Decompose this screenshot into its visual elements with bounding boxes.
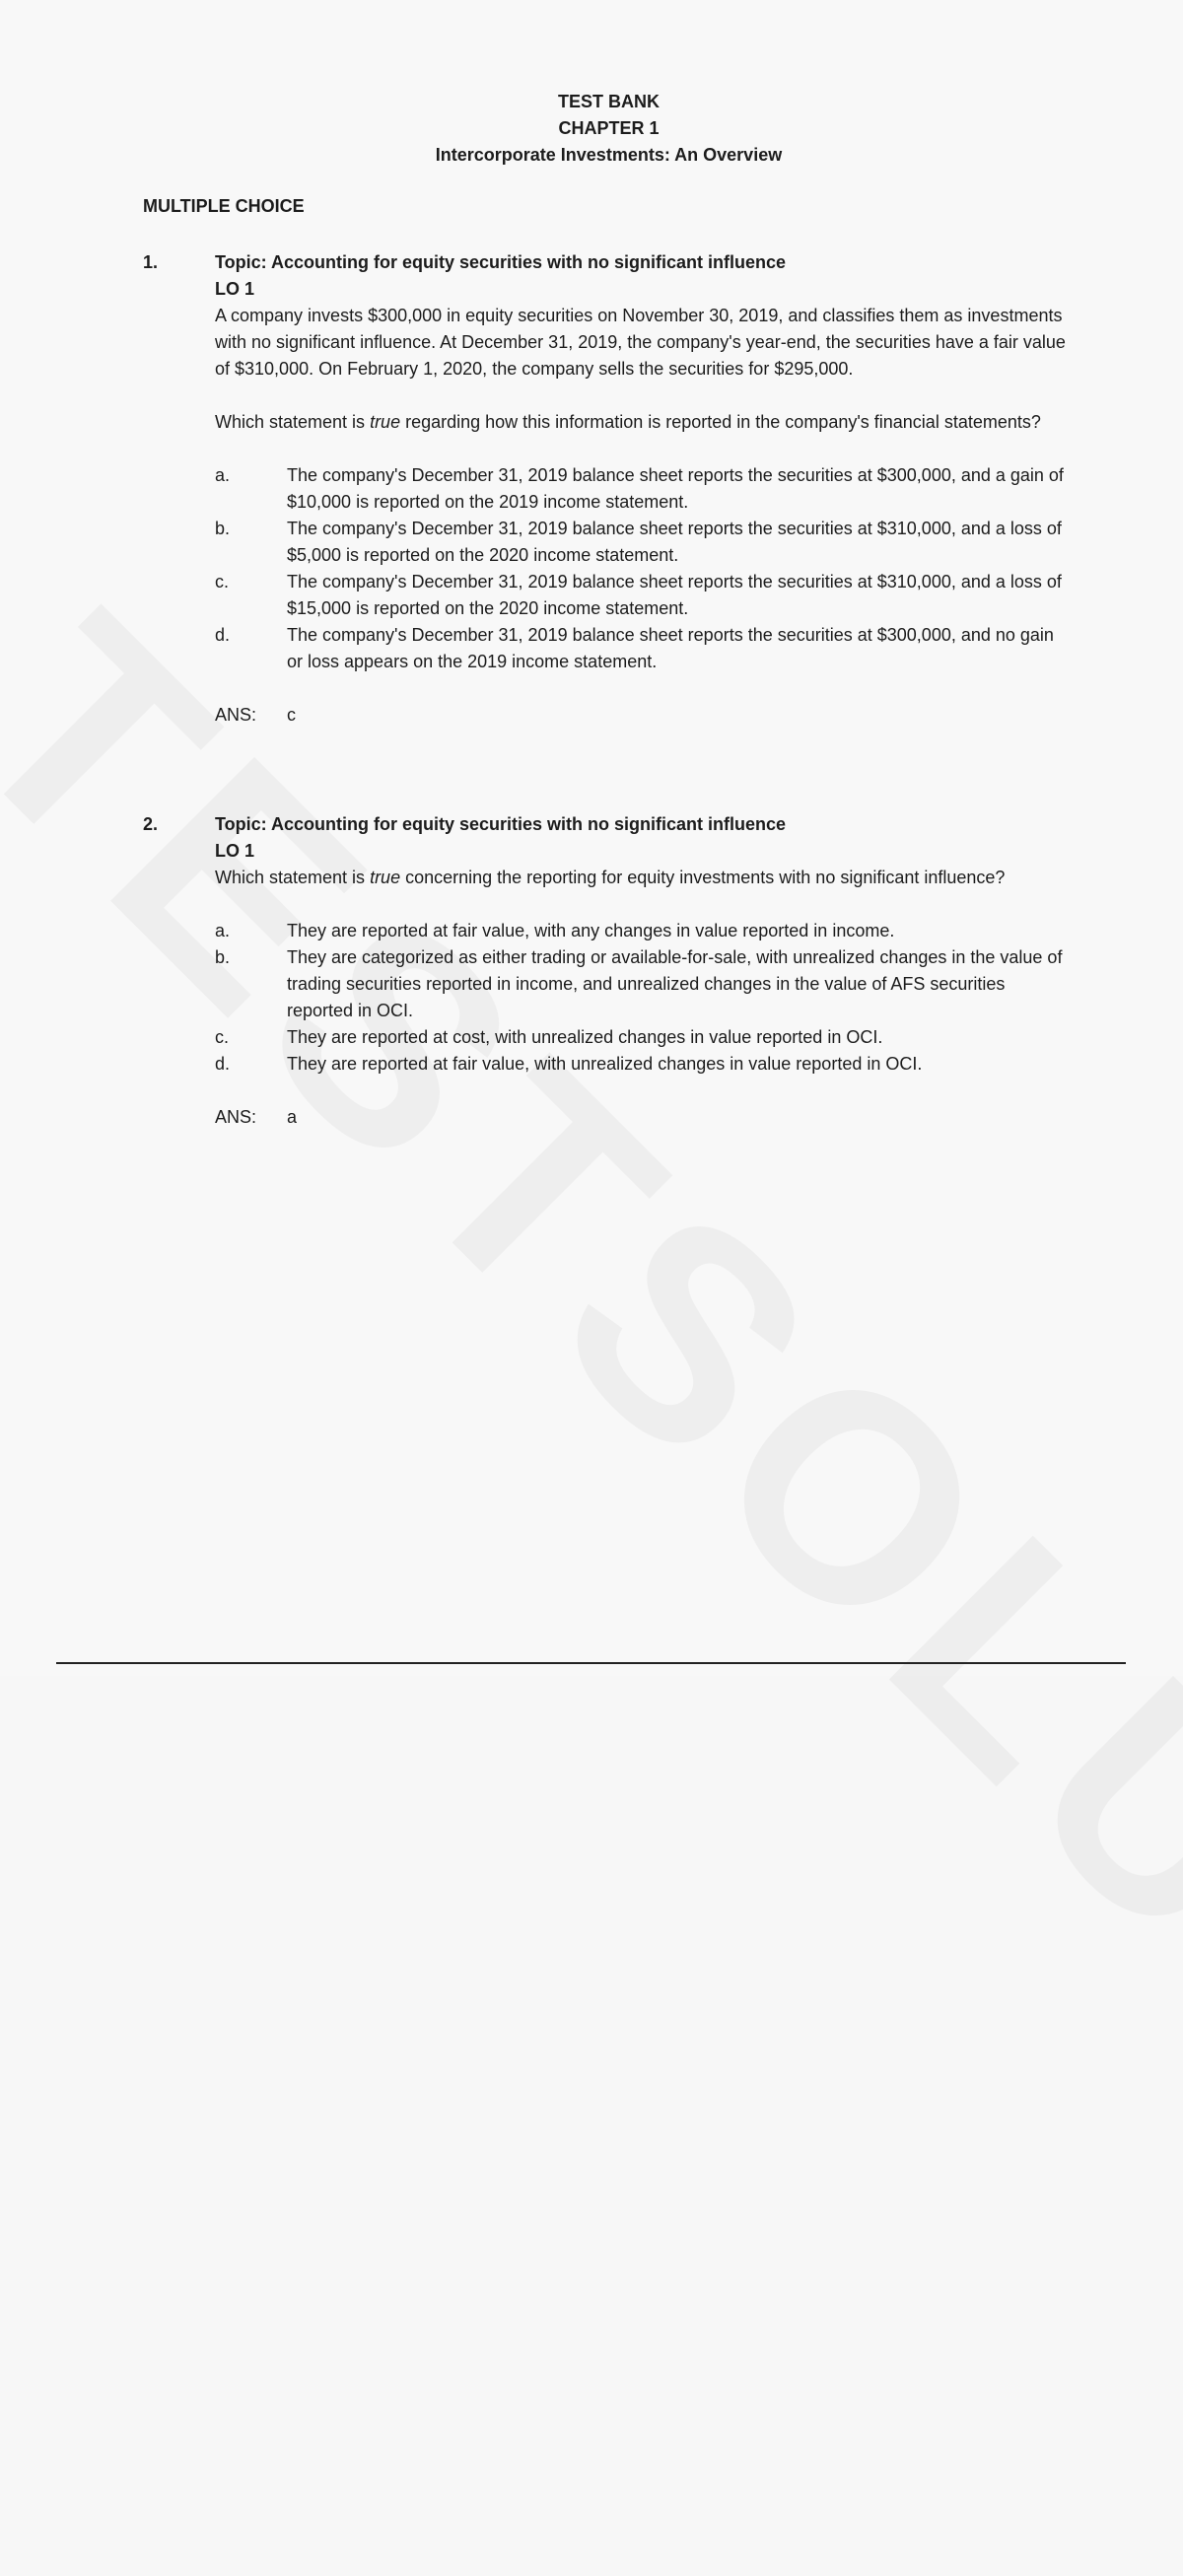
header-title: TEST BANK	[558, 92, 660, 111]
page-header	[0, 89, 1183, 169]
choice-letter: d.	[215, 1054, 231, 1074]
choice-d	[215, 1051, 1068, 1078]
choice-letter: c.	[215, 1027, 230, 1047]
question-body	[215, 249, 1068, 729]
question-number: 1.	[143, 252, 159, 272]
choice-c	[215, 1024, 1068, 1051]
answer-line	[215, 702, 1068, 729]
choice-b	[215, 516, 1068, 569]
choice-text: They are reported at fair value, with unrealized changes in value reported in OCI.	[287, 1054, 923, 1074]
choice-text: They are reported at cost, with unrealized changes in value reported in OCI.	[287, 1027, 883, 1047]
question-number: 2.	[143, 814, 159, 834]
choice-a	[215, 918, 1068, 944]
question-topic: Topic: Accounting for equity securities with no significant influence	[215, 814, 787, 834]
choice-text: The company's December 31, 2019 balance sheet reports the securities at $310,000, and a loss of $15,000 is reported on the 2020 income statement.	[287, 572, 1062, 618]
footer-divider	[56, 1662, 1126, 1664]
answer-choices	[215, 462, 1068, 675]
answer-label: ANS:	[215, 705, 257, 725]
section-title: MULTIPLE CHOICE	[143, 196, 305, 216]
choice-text: The company's December 31, 2019 balance sheet reports the securities at $310,000, and a loss of $5,000 is reported on the 2020 income statement.	[287, 519, 1062, 565]
answer-line	[215, 1104, 1068, 1131]
choice-letter: b.	[215, 519, 231, 538]
answer-value: c	[287, 705, 296, 725]
choice-c	[215, 569, 1068, 622]
choice-text: They are reported at fair value, with any changes in value reported in income.	[287, 921, 895, 940]
header-subtitle: Intercorporate Investments: An Overview	[435, 145, 783, 165]
answer-choices	[215, 918, 1068, 1078]
question-prompt: Which statement is true concerning the reporting for equity investments with no significant influence?	[215, 868, 1006, 887]
choice-letter: a.	[215, 465, 231, 485]
choice-letter: d.	[215, 625, 231, 645]
question-topic: Topic: Accounting for equity securities with no significant influence	[215, 252, 787, 272]
header-chapter: CHAPTER 1	[558, 118, 660, 138]
choice-text: The company's December 31, 2019 balance sheet reports the securities at $300,000, and a gain of $10,000 is reported on the 2019 income statement.	[287, 465, 1064, 512]
choice-letter: a.	[215, 921, 231, 940]
answer-label: ANS:	[215, 1107, 257, 1127]
choice-letter: b.	[215, 947, 231, 967]
question-lo: LO 1	[215, 841, 255, 861]
choice-d	[215, 622, 1068, 675]
question-body	[215, 811, 1068, 1131]
choice-letter: c.	[215, 572, 230, 592]
choice-text: They are categorized as either trading or available-for-sale, with unrealized changes in the value of trading securities reported in income, and unrealized changes in the value of AFS securities reported in OCI.	[287, 947, 1063, 1020]
question-lo: LO 1	[215, 279, 255, 299]
choice-a	[215, 462, 1068, 516]
answer-value: a	[287, 1107, 298, 1127]
question-stem: A company invests $300,000 in equity securities on November 30, 2019, and classifies them as investments with no significant influence. At December 31, 2019, the company's year-end, the securities have a fair value of $310,000. On February 1, 2020, the company sells the securities for $295,000.	[215, 306, 1066, 379]
question-prompt: Which statement is true regarding how this information is reported in the company's financial statements?	[215, 412, 1041, 432]
choice-text: The company's December 31, 2019 balance sheet reports the securities at $300,000, and no gain or loss appears on the 2019 income statement.	[287, 625, 1054, 671]
choice-b	[215, 944, 1068, 1024]
